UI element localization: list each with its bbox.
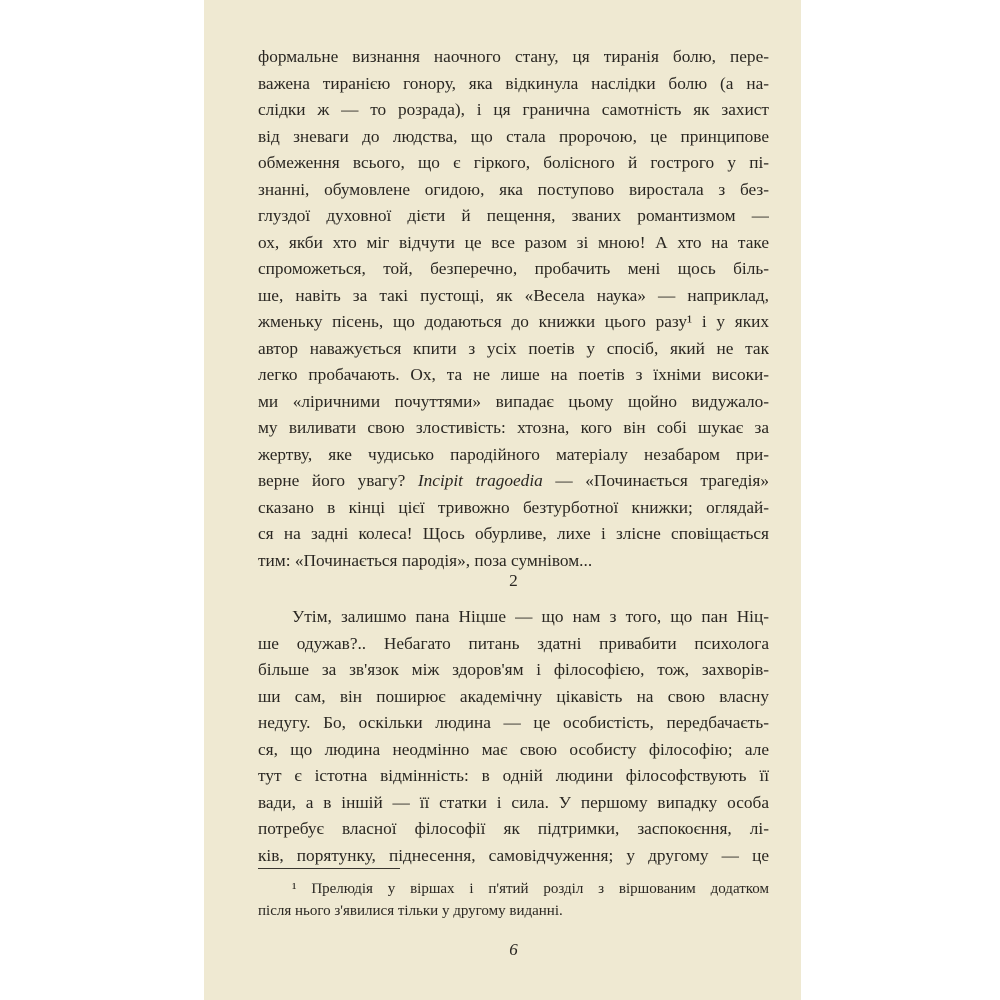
- footnote: [258, 878, 769, 922]
- text-line: сказано в кінці цієї тривожно безтурботної книжки; оглядай-: [258, 497, 769, 517]
- text-line: недугу. Бо, оскільки людина — це особистість, передбачаєть-: [258, 713, 769, 732]
- text-line: ся, що людина неодмінно має свою особисту філософію; але: [258, 739, 769, 759]
- text-line: ше одужав?.. Небагато питань здатні привабити психолога: [258, 633, 769, 653]
- text-line: формальне визнання наочного стану, ця тиранія болю, пере-: [258, 47, 769, 66]
- text-line: ми «ліричними почуттями» випадає цьому щойно видужало-: [258, 391, 769, 411]
- text-line: жертву, яке чудисько пародійного матеріалу незабаром при-: [258, 444, 769, 464]
- latin-phrase: Incipit tragoedia: [417, 471, 543, 490]
- text-line-part: — «Починається трагедія»: [542, 471, 769, 490]
- text-line: важена тиранією гонору, яка відкинула наслідки болю (а на-: [258, 73, 769, 93]
- text-line: обмеження всього, що є гіркого, болісного й гострого у пі-: [258, 153, 769, 172]
- text-line: ся на задні колеса! Щось обурливе, лихе і злісне сповіщається: [258, 524, 769, 543]
- text-line: му виливати свою злостивість: хтозна, кого він собі шукає за: [258, 418, 769, 437]
- text-line-part: верне його увагу?: [258, 471, 406, 490]
- text-line: вади, а в іншій — її статки і сила. У першому випадку особа: [258, 792, 769, 812]
- footnote-divider: [258, 868, 400, 869]
- text-line: [258, 468, 769, 495]
- text-line: автор наважується кпити з усіх поетів у спосіб, який не так: [258, 338, 769, 358]
- page-number: 6: [509, 940, 518, 959]
- text-line: від зневаги до людства, що стала пророчою, це принципове: [258, 126, 769, 146]
- text-line: глуздої духовної дієти й пещення, званих романтизмом —: [258, 206, 769, 225]
- text-line: жменьку пісень, що додаються до книжки цього разу¹ і у яких: [258, 312, 769, 331]
- footnote-line: після нього з'явилися тільки у другому виданні.: [258, 903, 563, 919]
- text-line: легко пробачають. Ох, та не лише на поетів з їхніми високи-: [258, 365, 769, 384]
- text-line: тут є істотна відмінність: в одній людини філософствують її: [258, 766, 769, 785]
- footnote-line: ¹ Прелюдія у віршах і п'ятий розділ з віршованим додатком: [292, 881, 769, 897]
- text-line: ше, навіть за такі пустощі, як «Весела наука» — наприклад,: [258, 285, 769, 305]
- text-line: ши сам, він поширює академічну цікавість на свою власну: [258, 686, 769, 706]
- section-heading: 2: [509, 571, 518, 590]
- text-line: ох, якби хто міг відчути це все разом зі мною! А хто на таке: [258, 232, 769, 252]
- text-line: більше за зв'язок між здоров'ям і філософією, тож, захворів-: [258, 660, 769, 679]
- text-line: ків, порятунку, піднесення, самовідчуження; у другому — це: [258, 845, 769, 865]
- paragraph-1: [258, 44, 769, 574]
- text-line: слідки ж — то розрада), і ця гранична самотність як захист: [258, 100, 769, 119]
- paragraph-2: [258, 604, 769, 869]
- text-line: знанні, обумовлене огидою, яка поступово виростала з без-: [258, 179, 769, 199]
- text-line: потребує власної філософії як підтримки, заспокоєння, лі-: [258, 819, 769, 838]
- text-line: Утім, залишмо пана Ніцше — що нам з того, що пан Ніц-: [292, 607, 769, 626]
- text-line: спроможеться, той, безперечно, пробачить мені щось біль-: [258, 259, 769, 278]
- text-line: тим: «Починається пародія», поза сумнівом...: [258, 550, 593, 570]
